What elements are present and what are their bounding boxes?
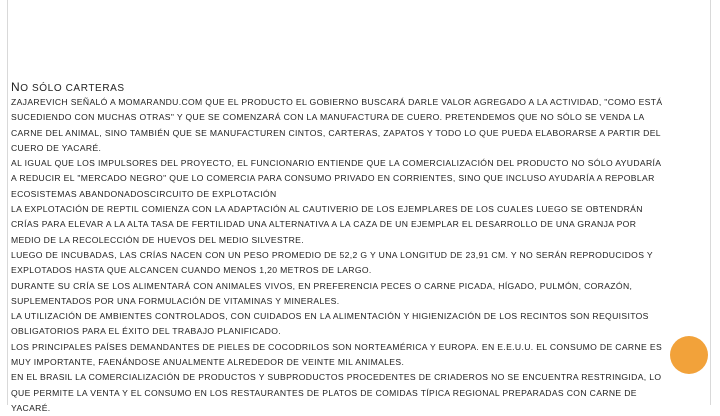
paragraph-8: EN EL BRASIL LA COMERCIALIZACIÓN DE PRODUCTOS Y SUBPRODUCTOS PROCEDENTES DE CRIADEROS NO SE ENCUENTRA RESTRINGIDA, LO QUE PERMITE LA VENTA Y EL CONSUMO EN LOS RESTAURANTES DE PLATOS DE COMIDAS TÍPICA REGIONAL PREPARADAS CON CARNE DE YACARÉ. (11, 372, 662, 413)
title-initial: N (11, 80, 21, 94)
paragraph-6: LA UTILIZACIÓN DE AMBIENTES CONTROLADOS, CON CUIDADOS EN LA ALIMENTACIÓN Y HIGIENIZACIÓN DE LOS RECINTOS SON REQUISITOS OBLIGATORIOS PARA EL ÉXITO DEL TRABAJO PLANIFICADO. (11, 311, 649, 337)
right-edge-line (710, 0, 711, 405)
title-rest: O SÓLO CARTERAS (20, 83, 125, 94)
left-edge-line (7, 0, 8, 405)
paragraph-1: ZAJAREVICH SEÑALÓ A MOMARANDU.COM QUE EL PRODUCTO EL GOBIERNO BUSCARÁ DARLE VALOR AGREGADO A LA ACTIVIDAD, "COMO ESTÁ SUCEDIENDO CON MUCHAS OTRAS" Y QUE SE COMENZARÁ CON LA MANUFACTURA DE CUERO. PRETENDEMOS QUE NO SÓLO SE VENDA LA CARNE DEL ANIMAL, SINO TAMBIÉN QUE SE MANUFACTUREN CINTOS, CARTERAS, ZAPATOS Y TODO LO QUE PUEDA ELABORARSE A PARTIR DEL CUERO DE YACARÉ. (11, 97, 663, 153)
slide-title (11, 80, 125, 94)
paragraph-3: LA EXPLOTACIÓN DE REPTIL COMIENZA CON LA ADAPTACIÓN AL CAUTIVERIO DE LOS EJEMPLARES DE LOS CUALES LUEGO SE OBTENDRÁN CRÍAS PARA ELEVAR A LA ALTA TASA DE FERTILIDAD UNA ALTERNATIVA A LA CAZA DE UN EJEMPLAR EL DESARROLLO DE UNA GRANJA POR MEDIO DE LA RECOLECCIÓN DE HUEVOS DEL MEDIO SILVESTRE. (11, 204, 643, 245)
slide-body (11, 95, 663, 416)
paragraph-5: DURANTE SU CRÍA SE LOS ALIMENTARÁ CON ANIMALES VIVOS, EN PREFERENCIA PECES O CARNE PICADA, HÍGADO, PULMÓN, CORAZÓN, SUPLEMENTADOS POR UNA FORMULACIÓN DE VITAMINAS Y MINERALES. (11, 280, 633, 306)
paragraph-2: AL IGUAL QUE LOS IMPULSORES DEL PROYECTO, EL FUNCIONARIO ENTIENDE QUE LA COMERCIALIZACIÓN DEL PRODUCTO NO SÓLO AYUDARÍA A REDUCIR EL "MERCADO NEGRO" QUE LO COMERCIA PARA CONSUMO PRIVADO EN CORRIENTES, SINO QUE INCLUSO AYUDARÍA A REPOBLAR ECOSISTEMAS ABANDONADOSCIRCUITO DE EXPLOTACIÓN (11, 158, 661, 199)
accent-circle (670, 336, 708, 374)
paragraph-7: LOS PRINCIPALES PAÍSES DEMANDANTES DE PIELES DE COCODRILOS SON NORTEAMÉRICA Y EUROPA. EN E.E.U.U. EL CONSUMO DE CARNE ES MUY IMPORTANTE, FAENÁNDOSE ANUALMENTE ALREDEDOR DE VEINTE MIL ANIMALES. (11, 341, 663, 368)
paragraph-4: LUEGO DE INCUBADAS, LAS CRÍAS NACEN CON UN PESO PROMEDIO DE 52,2 G Y UNA LONGITUD DE 23,91 CM. Y NO SERÁN REPRODUCIDOS Y EXPLOTADOS HASTA QUE ALCANCEN CUANDO MENOS 1,20 METROS DE LARGO. (11, 249, 653, 276)
